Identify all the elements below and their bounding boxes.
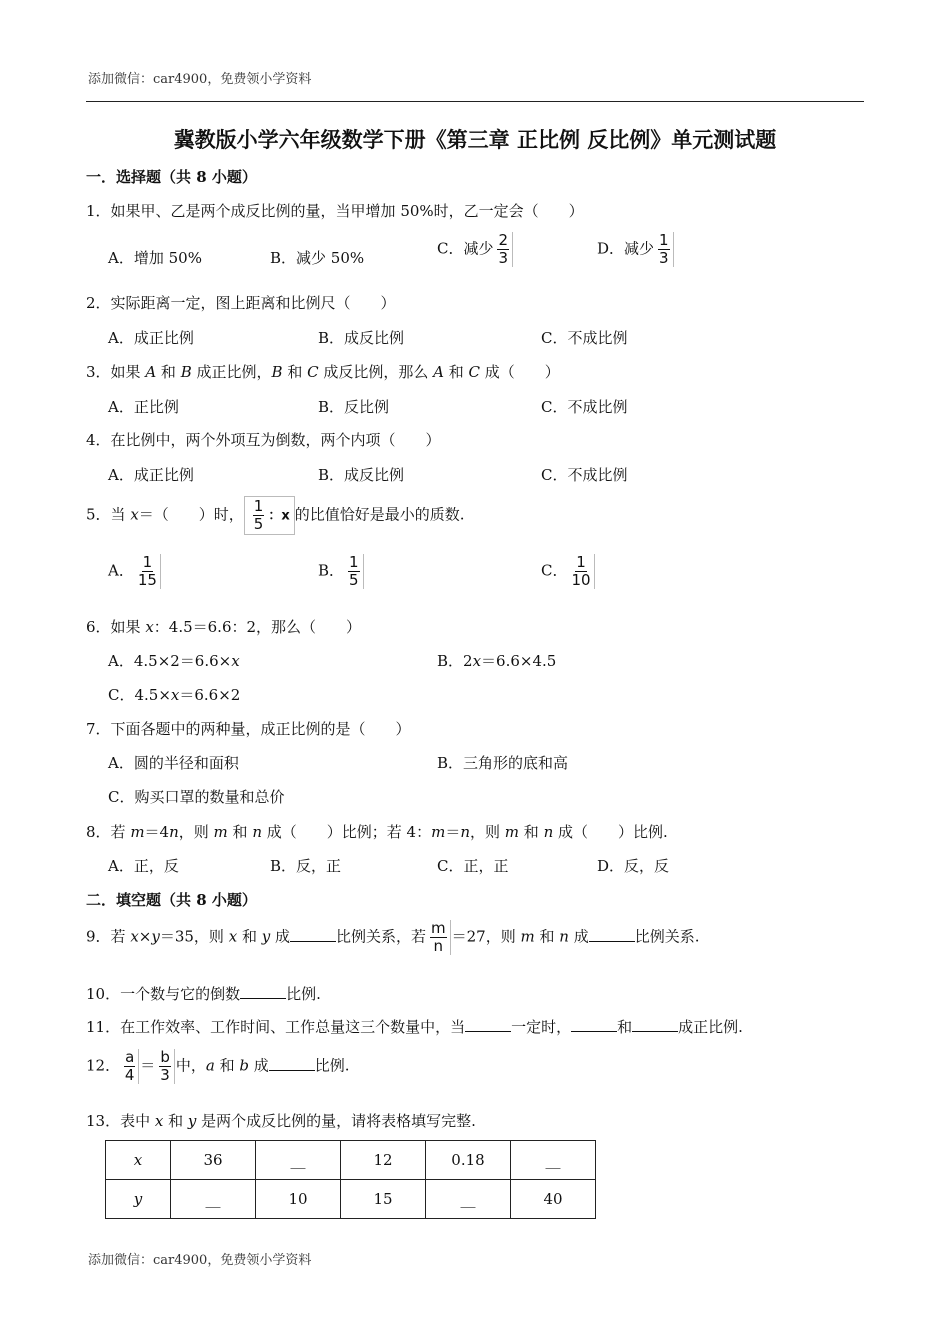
table-cell: 0.18 xyxy=(426,1141,511,1180)
var: x xyxy=(145,618,154,636)
text: ＝6.6×4.5 xyxy=(481,652,557,670)
q5-fraction xyxy=(250,498,268,533)
text: 和 xyxy=(282,363,308,381)
q7-option-b: B．三角形的底和高 xyxy=(437,754,569,772)
text: 比例. xyxy=(286,985,321,1003)
q5-option-b xyxy=(318,554,365,589)
text: ＝（ ）时， xyxy=(138,505,244,524)
frac-numerator: 1 xyxy=(253,497,264,515)
q8-option-c: C．正，正 xyxy=(437,857,509,875)
text: ，则 xyxy=(178,823,214,841)
text: 成（ ）比例；若 4： xyxy=(262,823,432,841)
q8-option-a: A．正，反 xyxy=(108,857,179,875)
text: ，则 xyxy=(470,823,505,841)
answer-blank[interactable] xyxy=(269,1056,315,1071)
frac-denominator: 10 xyxy=(571,571,591,589)
answer-blank[interactable] xyxy=(240,984,286,999)
frac-numerator: b xyxy=(160,1048,170,1066)
header-divider xyxy=(86,101,864,102)
var: x xyxy=(472,652,482,670)
table-cell: 15 xyxy=(341,1180,426,1219)
var: n xyxy=(543,823,554,841)
table-cell-blank[interactable]: __ xyxy=(511,1141,596,1180)
table-cell: 10 xyxy=(256,1180,341,1219)
q4-option-b: B．成反比例 xyxy=(318,466,405,484)
q3-option-b: B．反比例 xyxy=(318,398,390,416)
question-1-stem: 1．如果甲、乙是两个成反比例的量，当甲增加 50%时，乙一定会（ ） xyxy=(86,202,584,220)
text: 5．当 xyxy=(86,505,131,524)
text: 12． xyxy=(86,1056,121,1075)
text: 和 xyxy=(534,927,560,946)
var: x xyxy=(154,1112,164,1130)
table-cell: 12 xyxy=(341,1141,426,1180)
q4-option-c: C．不成比例 xyxy=(541,466,628,484)
q7-option-c: C．购买口罩的数量和总价 xyxy=(108,788,285,806)
text: 成正比例. xyxy=(678,1018,743,1036)
text: ＝6.6×2 xyxy=(179,686,241,704)
text: 13．表中 xyxy=(86,1112,155,1130)
frac-denominator: n xyxy=(433,937,444,955)
table-header-x: x xyxy=(106,1141,171,1180)
answer-blank[interactable] xyxy=(589,927,635,942)
var: n xyxy=(252,823,262,841)
var: m xyxy=(504,823,520,841)
table-cell-blank[interactable]: __ xyxy=(426,1180,511,1219)
inverse-proportion-table xyxy=(105,1140,596,1219)
frac-numerator: 1 xyxy=(659,231,669,249)
frac-numerator: 2 xyxy=(498,231,509,249)
text: 3．如果 xyxy=(86,363,146,381)
question-12-stem xyxy=(86,1049,350,1084)
var: m xyxy=(431,823,446,841)
text: 和 xyxy=(227,823,253,841)
frac-denominator: 5 xyxy=(349,571,359,589)
text: 成反比例，那么 xyxy=(318,363,434,381)
q12-fraction-a xyxy=(121,1049,139,1084)
text: 成（ ）比例. xyxy=(553,823,668,841)
text: × xyxy=(138,927,152,946)
q2-option-b: B．成反比例 xyxy=(318,329,405,347)
ratio-expression xyxy=(244,496,295,535)
q1-option-d xyxy=(597,232,675,267)
q1-option-d-label: D．减少 xyxy=(597,239,655,258)
text: A．4.5×2＝6.6× xyxy=(108,652,232,670)
footer-note: 添加微信：car4900，免费领小学资料 xyxy=(88,1253,312,1268)
text: ＝35，则 xyxy=(159,927,229,946)
text: ＝4 xyxy=(144,823,170,841)
frac-denominator: 15 xyxy=(137,571,157,589)
question-4-stem: 4．在比例中，两个外项互为倒数，两个内项（ ） xyxy=(86,431,441,449)
var: y xyxy=(261,927,271,946)
var: m xyxy=(213,823,228,841)
var: a xyxy=(205,1056,215,1075)
text: 比例关系. xyxy=(634,927,700,946)
frac-denominator: 3 xyxy=(659,249,669,267)
var: x xyxy=(170,686,180,704)
option-label: B． xyxy=(318,561,345,580)
frac-numerator: 1 xyxy=(142,553,153,571)
var: y xyxy=(187,1112,197,1130)
q6-option-c xyxy=(108,684,240,705)
text: 8．若 xyxy=(86,823,131,841)
text: 是两个成反比例的量，请将表格填写完整. xyxy=(196,1112,476,1130)
text: B．2 xyxy=(437,652,473,670)
frac-numerator: 1 xyxy=(349,553,359,571)
q8-option-d: D．反，反 xyxy=(597,857,670,875)
var: B xyxy=(271,363,283,381)
var: B xyxy=(180,363,192,381)
text: 一定时， xyxy=(511,1018,572,1036)
q8-option-b: B．反，正 xyxy=(270,857,342,875)
text: 和 xyxy=(214,1056,240,1075)
var: n xyxy=(169,823,179,841)
text: 成 xyxy=(248,1056,269,1075)
question-10-stem xyxy=(86,983,321,1004)
frac-denominator: 3 xyxy=(160,1066,170,1084)
question-8-stem xyxy=(86,821,668,842)
var: y xyxy=(151,927,160,946)
text: 和 xyxy=(443,363,469,381)
var: A xyxy=(145,363,157,381)
table-cell-blank[interactable]: __ xyxy=(171,1180,256,1219)
question-2-stem: 2．实际距离一定，图上距离和比例尺（ ） xyxy=(86,294,396,312)
q2-option-a: A．成正比例 xyxy=(108,329,194,347)
option-label: A． xyxy=(108,561,134,580)
answer-blank[interactable] xyxy=(571,1017,617,1032)
q1-option-a: A．增加 50% xyxy=(108,249,202,267)
var: x xyxy=(130,505,139,524)
var: m xyxy=(520,927,535,946)
q1-option-c xyxy=(437,232,514,267)
text: 成正比例， xyxy=(191,363,272,381)
text: 和 xyxy=(617,1018,633,1036)
text: 10．一个数与它的倒数 xyxy=(86,985,241,1003)
q12-fraction-b xyxy=(156,1049,175,1084)
text: 比例. xyxy=(314,1056,350,1075)
question-7-stem: 7．下面各题中的两种量，成正比例的是（ ） xyxy=(86,720,411,738)
frac-numerator: 1 xyxy=(576,553,586,571)
q9-fraction xyxy=(427,920,451,955)
question-11-stem xyxy=(86,1016,743,1037)
q2-option-c: C．不成比例 xyxy=(541,329,628,347)
q5-option-c xyxy=(541,554,596,589)
ratio-colon-x: ：x xyxy=(268,508,290,524)
option-label: C． xyxy=(541,561,568,580)
text: 11．在工作效率、工作时间、工作总量这三个数量中，当 xyxy=(86,1018,466,1036)
text: C．4.5× xyxy=(108,686,171,704)
var: x xyxy=(228,927,238,946)
text: 和 xyxy=(237,927,262,946)
frac-denominator: 4 xyxy=(124,1066,135,1084)
var: C xyxy=(307,363,319,381)
q1-option-b: B．减少 50% xyxy=(270,249,365,267)
answer-blank[interactable] xyxy=(632,1017,678,1032)
answer-blank[interactable] xyxy=(465,1017,511,1032)
question-13-stem xyxy=(86,1110,476,1131)
table-row-y xyxy=(106,1180,596,1219)
question-9-stem xyxy=(86,920,700,955)
text: 和 xyxy=(163,1112,188,1130)
text: 的比值恰好是最小的质数. xyxy=(294,505,465,524)
question-5-stem xyxy=(86,496,465,535)
var: n xyxy=(460,823,471,841)
var: b xyxy=(239,1056,249,1075)
text: 比例关系，若 xyxy=(335,927,426,946)
frac-numerator: m xyxy=(431,919,446,937)
var: m xyxy=(130,823,145,841)
table-cell: 40 xyxy=(511,1180,596,1219)
text: ：4.5＝6.6：2，那么（ ） xyxy=(153,618,362,636)
answer-blank[interactable] xyxy=(290,927,336,942)
table-row-x xyxy=(106,1141,596,1180)
text: 成（ ） xyxy=(480,363,560,381)
q3-option-c: C．不成比例 xyxy=(541,398,628,416)
q1-option-c-label: C．减少 xyxy=(437,239,494,258)
var: A xyxy=(433,363,444,381)
frac-denominator: 5 xyxy=(253,515,264,533)
text: ＝27，则 xyxy=(451,927,521,946)
q5-option-a-fraction xyxy=(135,554,161,589)
var: C xyxy=(468,363,480,381)
table-cell: 36 xyxy=(171,1141,256,1180)
q7-option-a: A．圆的半径和面积 xyxy=(108,754,239,772)
q6-option-a xyxy=(108,650,240,671)
text: 中， xyxy=(175,1056,206,1075)
table-cell-blank[interactable]: __ xyxy=(256,1141,341,1180)
question-3-stem xyxy=(86,361,560,382)
question-6-stem xyxy=(86,616,361,637)
frac-denominator: 3 xyxy=(498,249,509,267)
table-header-y: y xyxy=(106,1180,171,1219)
var: x xyxy=(231,652,240,670)
text: 9．若 xyxy=(86,927,131,946)
section-choice-title: 一．选择题（共 8 小题） xyxy=(86,168,257,186)
text: ＝ xyxy=(445,823,461,841)
section-fill-title: 二．填空题（共 8 小题） xyxy=(86,891,257,909)
q5-option-c-fraction xyxy=(568,554,594,589)
page-title: 冀教版小学六年级数学下册《第三章 正比例 反比例》单元测试题 xyxy=(173,127,777,152)
q6-option-b xyxy=(437,650,556,671)
q5-option-a xyxy=(108,554,162,589)
q1-option-c-fraction xyxy=(494,232,513,267)
q1-option-d-fraction xyxy=(655,232,674,267)
text: ＝ xyxy=(140,1056,156,1075)
var: n xyxy=(559,927,569,946)
text: 成 xyxy=(270,927,290,946)
text: 和 xyxy=(156,363,181,381)
q5-option-b-fraction xyxy=(345,554,364,589)
text: 成 xyxy=(568,927,589,946)
q4-option-a: A．成正比例 xyxy=(108,466,194,484)
text: 6．如果 xyxy=(86,618,146,636)
text: 和 xyxy=(519,823,544,841)
var: x xyxy=(130,927,139,946)
header-note: 添加微信：car4900，免费领小学资料 xyxy=(88,72,312,87)
q3-option-a: A．正比例 xyxy=(108,398,179,416)
frac-numerator: a xyxy=(125,1048,135,1066)
